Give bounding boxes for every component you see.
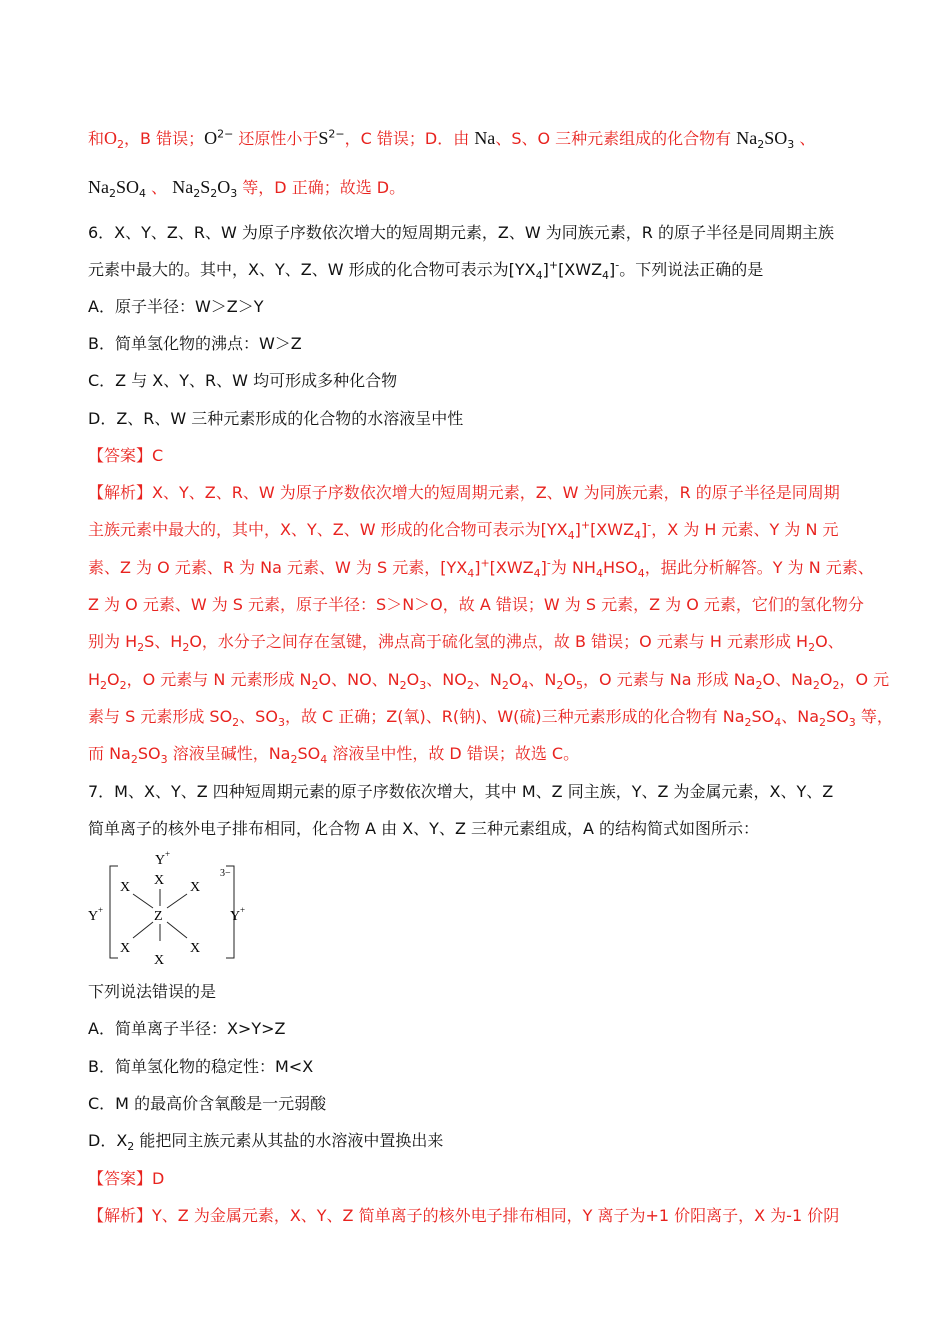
cation-top-charge: +	[165, 849, 171, 859]
question-7-prompt: 下列说法错误的是	[88, 982, 217, 1001]
question-6-option-c: C．Z 与 X、Y、R、W 均可形成多种化合物	[88, 371, 398, 390]
question-7-option-a: A．简单离子半径：X>Y>Z	[88, 1019, 286, 1038]
question-6-explanation-line-4: Z 为 O 元素、W 为 S 元素，原子半径：S＞N＞O，故 A 错误；W 为 S 元素，Z 为 O 元素，它们的氢化物分	[88, 595, 864, 614]
question-6-explanation-line-5: 别为 $H_2S$、$H_2O$，水分子之间存在氢键，沸点高于硫化氢的沸点，故 B 错误；O 元素与 H 元素形成 $H_2O$、	[88, 632, 844, 655]
anion-charge: 3−	[220, 868, 231, 879]
question-6-option-a: A．原子半径：W＞Z＞Y	[88, 297, 264, 316]
question-7-option-c: C．M 的最高价含氧酸是一元弱酸	[88, 1094, 327, 1113]
question-6-explanation-line-7: 素与 S 元素形成 $SO_2$、$SO_3$，故 C 正确；Z(氧)、R(钠)、W(硫)三种元素形成的化合物有 $Na_2SO_4$、$Na_2SO_3$ 等，	[88, 707, 893, 730]
atom-z-center: Z	[154, 909, 163, 924]
cation-right-charge: +	[240, 905, 246, 915]
question-6-option-d: D．Z、R、W 三种元素形成的化合物的水溶液呈中性	[88, 409, 464, 428]
question-6-option-b: B．简单氢化物的沸点：W＞Z	[88, 334, 302, 353]
question-6-stem-line-1: 6．X、Y、Z、R、W 为原子序数依次增大的短周期元素，Z、W 为同族元素，R 的原子半径是同周期主族	[88, 223, 834, 242]
cation-top: Y	[155, 853, 166, 868]
question-6-stem-line-2: 元素中最大的。其中，X、Y、Z、W 形成的化合物可表示为$[YX_4]^+[XWZ_4]^-$。下列说法正确的是	[88, 258, 764, 283]
atom-x-lower-left: X	[120, 941, 131, 956]
question-7-explanation-line-1: 【解析】Y、Z 为金属元素，X、Y、Z 简单离子的核外电子排布相同，Y 离子为+1 价阳离子，X 为-1 价阴	[88, 1206, 840, 1225]
cation-left-charge: +	[98, 905, 104, 915]
atom-x-bottom: X	[154, 953, 165, 968]
bond-lower-left	[133, 922, 153, 938]
question-7-answer: 【答案】D	[88, 1169, 165, 1188]
bond-lower-right	[167, 922, 187, 938]
atom-x-upper-right: X	[190, 880, 201, 895]
atom-x-upper-left: X	[120, 880, 131, 895]
bond-upper-left	[133, 894, 153, 908]
structure-diagram	[80, 846, 260, 970]
question-7-option-b: B．简单氢化物的稳定性：M<X	[88, 1057, 314, 1076]
cation-left: Y	[88, 909, 99, 924]
bond-upper-right	[167, 894, 187, 908]
question-6-explanation-line-2: 主族元素中最大的，其中，X、Y、Z、W 形成的化合物可表示为$[YX_4]^+[XWZ_4]^-$，X 为 H 元素、Y 为 N 元	[88, 518, 839, 543]
explanation-continuation-line-1: 和$O_2$，B 错误；$O^{2-}$ 还原性小于$S^{2-}$，C 错误；D．由 Na、S、O 三种元素组成的化合物有 $Na_2SO_3$ 、	[88, 127, 816, 152]
question-7-stem-line-1: 7．M、X、Y、Z 四种短周期元素的原子序数依次增大，其中 M、Z 同主族，Y、Z 为金属元素，X、Y、Z	[88, 782, 834, 801]
atom-x-top: X	[154, 873, 165, 888]
atom-x-lower-right: X	[190, 941, 201, 956]
explanation-continuation-line-2: $Na_2SO_4$ 、 $Na_2S_2O_3$ 等，D 正确；故选 D。	[88, 177, 406, 201]
question-7-option-d: D．$X_2$ 能把同主族元素从其盐的水溶液中置换出来	[88, 1131, 444, 1154]
question-6-explanation-line-3: 素、Z 为 O 元素、R 为 Na 元素、W 为 S 元素，$[YX_4]^+[XWZ_4]^-$为 $NH_4HSO_4$，据此分析解答。Y 为 N 元素、	[88, 556, 874, 581]
question-7-stem-line-2: 简单离子的核外电子排布相同，化合物 A 由 X、Y、Z 三种元素组成，A 的结构简式如图所示：	[88, 819, 760, 838]
left-bracket	[110, 866, 118, 958]
question-6-explanation-line-1: 【解析】X、Y、Z、R、W 为原子序数依次增大的短周期元素，Z、W 为同族元素，R 的原子半径是同周期	[88, 483, 840, 502]
question-6-explanation-line-6: $H_2O_2$，O 元素与 N 元素形成 $N_2O$、NO、$N_2O_3$、$NO_2$、$N_2O_4$、$N_2O_5$，O 元素与 Na 形成 $Na_2O$、$Na_2O_2$，O 元	[88, 670, 890, 693]
question-6-answer: 【答案】C	[88, 446, 164, 465]
cation-right: Y	[230, 909, 241, 924]
question-6-explanation-line-8: 而 $Na_2SO_3$ 溶液呈碱性，$Na_2SO_4$ 溶液呈中性，故 D 错误；故选 C。	[88, 744, 580, 767]
